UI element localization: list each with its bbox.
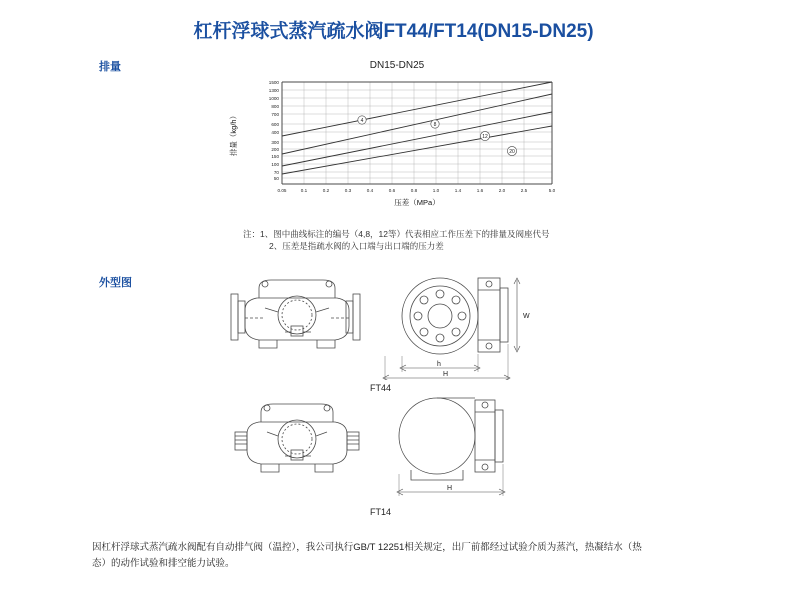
flow-chart	[222, 60, 572, 220]
svg-text:8: 8	[433, 122, 437, 128]
footer-note	[92, 540, 702, 572]
svg-text:1500: 1500	[268, 80, 279, 85]
svg-text:1.6: 1.6	[476, 188, 484, 193]
svg-text:300: 300	[271, 140, 279, 145]
svg-text:0.8: 0.8	[410, 188, 418, 193]
dimension-h-small: h	[437, 361, 441, 368]
drawing-ft44	[225, 268, 545, 385]
chart-svg	[222, 74, 572, 224]
svg-text:1.4: 1.4	[454, 188, 462, 193]
svg-text:70: 70	[273, 170, 279, 175]
svg-text:2.5: 2.5	[520, 188, 528, 193]
svg-text:0.6: 0.6	[388, 188, 396, 193]
svg-text:20: 20	[509, 149, 515, 155]
svg-text:2.0: 2.0	[498, 188, 506, 193]
dimension-h-large-ft14: H	[447, 485, 453, 492]
svg-text:600: 600	[271, 122, 279, 127]
drawing-ft44-svg	[225, 268, 545, 380]
drawing-ft14-svg	[225, 392, 545, 504]
drawing-ft14	[225, 392, 545, 509]
dimension-h-large: H	[443, 371, 449, 378]
svg-text:5.0: 5.0	[548, 188, 556, 193]
svg-text:1300: 1300	[268, 88, 279, 93]
svg-text:0.05: 0.05	[277, 188, 287, 193]
svg-text:12: 12	[482, 134, 488, 140]
chart-note-line2: 2、压差是指疏水阀的入口端与出口端的压力差	[269, 241, 444, 251]
caption-ft14: FT14	[370, 507, 392, 517]
caption-ft44: FT44	[370, 383, 392, 393]
chart-title: DN15-DN25	[369, 60, 425, 71]
page-title: 杠杆浮球式蒸汽疏水阀FT44/FT14(DN15-DN25)	[193, 21, 594, 42]
svg-text:100: 100	[271, 162, 279, 167]
chart-ylabel: 排量（kg/h）	[229, 111, 238, 157]
section-label-flow: 排量	[99, 61, 121, 73]
svg-text:0.2: 0.2	[322, 188, 330, 193]
chart-xlabel: 压差（MPa）	[394, 198, 440, 207]
svg-text:0.3: 0.3	[344, 188, 352, 193]
svg-text:0.4: 0.4	[366, 188, 374, 193]
svg-text:150: 150	[271, 154, 279, 159]
svg-text:50: 50	[273, 176, 279, 181]
footer-line2: 态）的动作试验和排空能力试验。	[92, 558, 235, 569]
section-label-outline: 外型图	[99, 277, 132, 289]
svg-text:400: 400	[271, 130, 279, 135]
svg-text:1.0: 1.0	[432, 188, 440, 193]
chart-note	[243, 228, 550, 252]
dimension-w: W	[523, 313, 530, 320]
svg-text:800: 800	[271, 104, 279, 109]
svg-text:1000: 1000	[268, 96, 279, 101]
svg-text:4: 4	[360, 118, 364, 124]
svg-text:200: 200	[271, 147, 279, 152]
chart-note-line1: 注：1、图中曲线标注的编号（4,8，12等）代表相应工作压差下的排量及阀座代号	[243, 229, 550, 239]
svg-text:0.1: 0.1	[300, 188, 308, 193]
svg-text:700: 700	[271, 112, 279, 117]
footer-line1: 因杠杆浮球式蒸汽疏水阀配有自动排气阀（温控），我公司执行GB/T 12251相关规定，出厂前都经过试验介质为蒸汽，热凝结水（热	[92, 542, 642, 553]
